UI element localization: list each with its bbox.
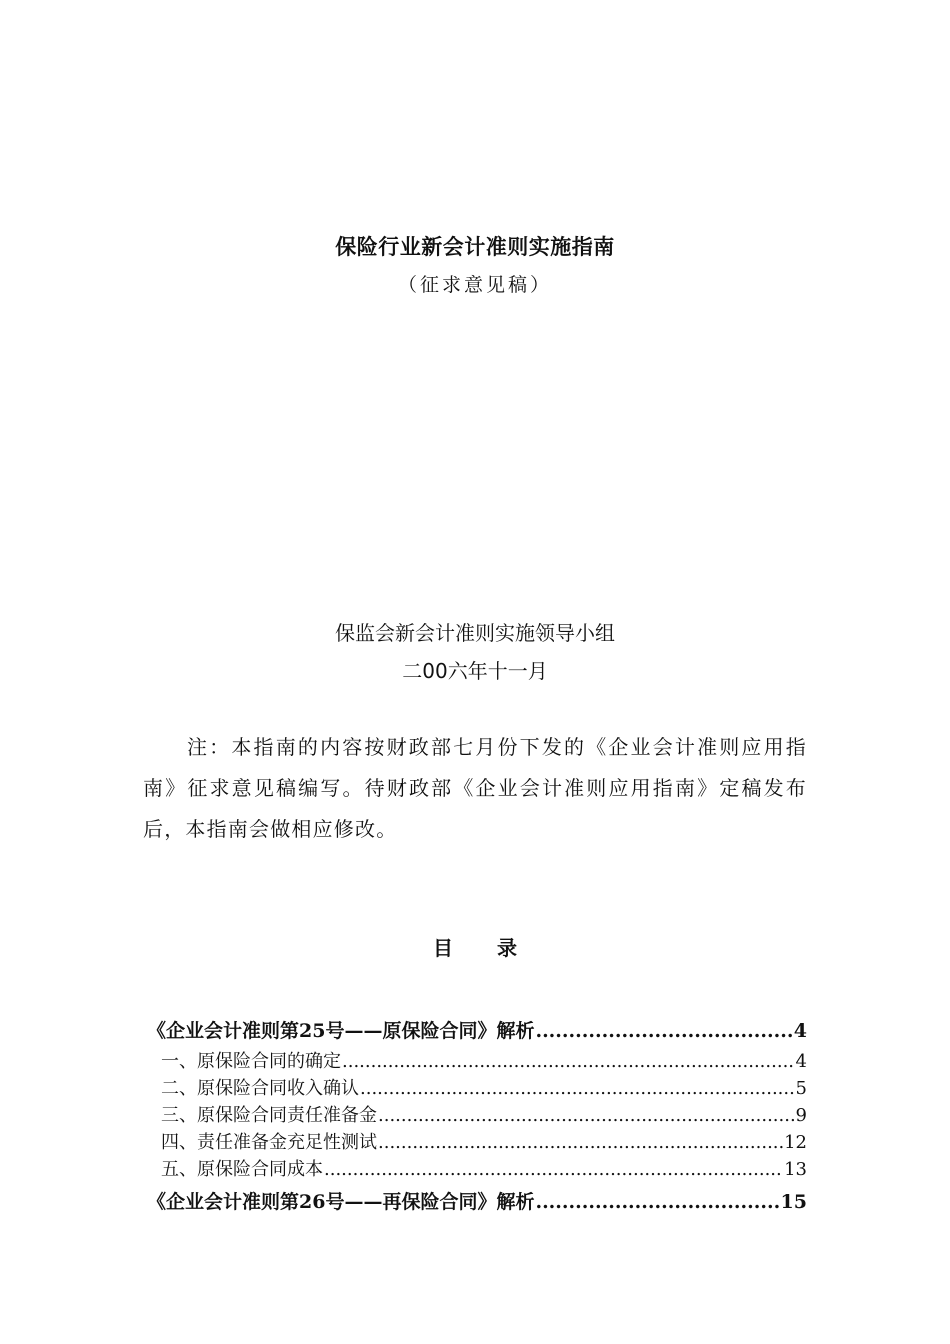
toc-leader-dots (324, 1156, 783, 1183)
toc-entry-adequacy-test[interactable] (147, 1129, 807, 1156)
toc-entry-revenue-recognition[interactable] (147, 1075, 807, 1102)
note-paragraph: 注：本指南的内容按财政部七月份下发的《企业会计准则应用指南》征求意见稿编写。待财政部《企业会计准则应用指南》定稿发布后，本指南会做相应修改。 (143, 735, 807, 841)
toc-entry-label: 四、责任准备金充足性测试 (161, 1132, 377, 1153)
toc-entry-label: 二、原保险合同收入确认 (161, 1078, 359, 1099)
toc-leader-dots (535, 1185, 779, 1219)
toc-entry-label: 三、原保险合同责任准备金 (161, 1105, 377, 1126)
toc-leader-dots (360, 1075, 795, 1102)
toc-entry-label: 五、原保险合同成本 (161, 1159, 323, 1180)
toc-entry-page: 5 (795, 1078, 807, 1099)
toc-entry-label: 一、原保险合同的确定 (161, 1051, 341, 1072)
toc-entry-page: 13 (784, 1159, 807, 1180)
toc-entry-standard-25[interactable] (147, 1014, 807, 1048)
toc-entry-contract-determination[interactable] (147, 1048, 807, 1075)
toc-entry-page: 9 (795, 1105, 807, 1126)
toc-heading-left: 目 (433, 936, 453, 960)
toc-entry-label: 《企业会计准则第26号——再保险合同》解析 (147, 1191, 535, 1213)
toc-entry-page: 4 (793, 1020, 807, 1042)
toc-entry-liability-reserve[interactable] (147, 1102, 807, 1129)
toc-leader-dots (378, 1129, 783, 1156)
toc-entry-page: 12 (784, 1132, 807, 1153)
document-date: 二00六年十一月 (402, 659, 548, 683)
toc-leader-dots (378, 1102, 795, 1129)
toc-entry-page: 15 (780, 1191, 807, 1213)
document-title: 保险行业新会计准则实施指南 (335, 235, 615, 259)
toc-leader-dots (342, 1048, 795, 1075)
document-subtitle: （征求意见稿） (397, 274, 552, 296)
toc-leader-dots (535, 1014, 792, 1048)
toc-heading-right: 录 (497, 936, 517, 960)
toc-heading (0, 932, 950, 961)
table-of-contents (147, 1014, 807, 1219)
toc-entry-contract-cost[interactable] (147, 1156, 807, 1183)
toc-entry-page: 4 (795, 1051, 807, 1072)
toc-entry-label: 《企业会计准则第25号——原保险合同》解析 (147, 1020, 535, 1042)
toc-entry-standard-26[interactable] (147, 1185, 807, 1219)
organization-name: 保监会新会计准则实施领导小组 (335, 621, 615, 645)
